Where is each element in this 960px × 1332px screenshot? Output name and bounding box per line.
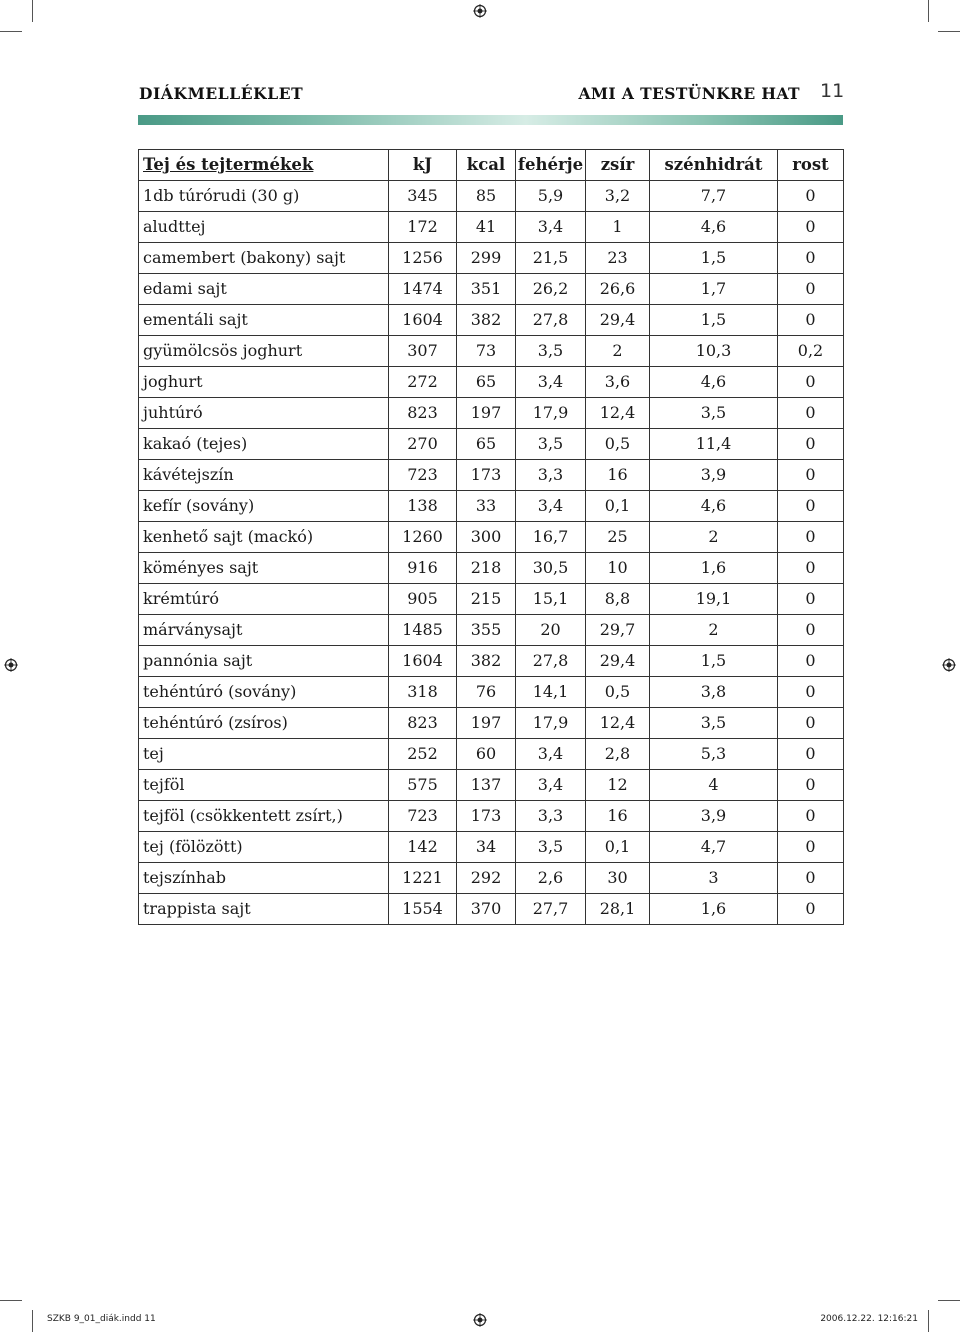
table-row: [139, 739, 844, 770]
value-cell: 4: [650, 770, 778, 801]
value-cell: 27,8: [516, 305, 586, 336]
value-cell: 823: [389, 708, 457, 739]
value-cell: 12,4: [586, 708, 650, 739]
value-cell: 0: [778, 708, 844, 739]
value-cell: 20: [516, 615, 586, 646]
value-cell: 1604: [389, 305, 457, 336]
value-cell: 916: [389, 553, 457, 584]
value-cell: 3,5: [650, 398, 778, 429]
value-cell: 3: [650, 863, 778, 894]
table-row: [139, 181, 844, 212]
food-name-cell: márványsajt: [139, 615, 389, 646]
value-cell: 3,4: [516, 367, 586, 398]
crop-mark: [32, 1310, 33, 1332]
value-cell: 0,1: [586, 491, 650, 522]
value-cell: 345: [389, 181, 457, 212]
value-cell: 0: [778, 429, 844, 460]
table-row: [139, 677, 844, 708]
food-name-cell: köményes sajt: [139, 553, 389, 584]
food-name-cell: juhtúró: [139, 398, 389, 429]
value-cell: 41: [457, 212, 516, 243]
value-cell: 723: [389, 460, 457, 491]
food-name-cell: aludttej: [139, 212, 389, 243]
value-cell: 0,5: [586, 677, 650, 708]
value-cell: 33: [457, 491, 516, 522]
value-cell: 1485: [389, 615, 457, 646]
value-cell: 85: [457, 181, 516, 212]
value-cell: 0: [778, 305, 844, 336]
value-cell: 0: [778, 460, 844, 491]
value-cell: 73: [457, 336, 516, 367]
value-cell: 0,5: [586, 429, 650, 460]
value-cell: 0: [778, 863, 844, 894]
value-cell: 30: [586, 863, 650, 894]
crop-mark: [0, 1300, 22, 1301]
value-cell: 1,6: [650, 553, 778, 584]
food-name-cell: kakaó (tejes): [139, 429, 389, 460]
value-cell: 1,5: [650, 243, 778, 274]
file-slug: SZKB 9_01_diák.indd 11: [47, 1314, 156, 1324]
value-cell: 3,5: [650, 708, 778, 739]
food-name-cell: tejszínhab: [139, 863, 389, 894]
value-cell: 318: [389, 677, 457, 708]
value-cell: 8,8: [586, 584, 650, 615]
value-cell: 1474: [389, 274, 457, 305]
food-name-cell: pannónia sajt: [139, 646, 389, 677]
value-cell: 215: [457, 584, 516, 615]
value-cell: 1,5: [650, 305, 778, 336]
value-cell: 218: [457, 553, 516, 584]
value-cell: 25: [586, 522, 650, 553]
print-timestamp: 2006.12.22. 12:16:21: [820, 1314, 918, 1324]
value-cell: 2: [650, 615, 778, 646]
food-name-cell: camembert (bakony) sajt: [139, 243, 389, 274]
value-cell: 4,6: [650, 491, 778, 522]
value-cell: 1,7: [650, 274, 778, 305]
value-cell: 3,5: [516, 832, 586, 863]
table-row: [139, 491, 844, 522]
value-cell: 0: [778, 770, 844, 801]
crop-mark: [938, 31, 960, 32]
table-row: [139, 894, 844, 925]
value-cell: 21,5: [516, 243, 586, 274]
value-cell: 12,4: [586, 398, 650, 429]
value-cell: 0: [778, 894, 844, 925]
value-cell: 65: [457, 367, 516, 398]
value-cell: 0: [778, 181, 844, 212]
value-cell: 1604: [389, 646, 457, 677]
value-cell: 0: [778, 243, 844, 274]
value-cell: 382: [457, 646, 516, 677]
food-name-cell: krémtúró: [139, 584, 389, 615]
food-name-cell: edami sajt: [139, 274, 389, 305]
value-cell: 197: [457, 398, 516, 429]
value-cell: 3,4: [516, 491, 586, 522]
registration-mark-icon: [473, 1313, 487, 1327]
table-row: [139, 429, 844, 460]
value-cell: 19,1: [650, 584, 778, 615]
value-cell: 7,7: [650, 181, 778, 212]
value-cell: 1,6: [650, 894, 778, 925]
value-cell: 4,6: [650, 212, 778, 243]
column-header: fehérje: [516, 150, 586, 181]
value-cell: 0,1: [586, 832, 650, 863]
value-cell: 575: [389, 770, 457, 801]
value-cell: 1260: [389, 522, 457, 553]
table-body: [139, 181, 844, 925]
value-cell: 270: [389, 429, 457, 460]
food-name-cell: joghurt: [139, 367, 389, 398]
value-cell: 0: [778, 367, 844, 398]
value-cell: 3,2: [586, 181, 650, 212]
table-row: [139, 460, 844, 491]
value-cell: 11,4: [650, 429, 778, 460]
value-cell: 17,9: [516, 398, 586, 429]
food-name-cell: 1db túrórudi (30 g): [139, 181, 389, 212]
section-label: DIÁKMELLÉKLET: [139, 84, 304, 103]
food-name-cell: tejföl (csökkentett zsírt,): [139, 801, 389, 832]
value-cell: 2: [650, 522, 778, 553]
table-row: [139, 398, 844, 429]
nutrition-table: [138, 149, 844, 925]
value-cell: 0: [778, 274, 844, 305]
food-name-cell: kenhető sajt (mackó): [139, 522, 389, 553]
value-cell: 3,4: [516, 770, 586, 801]
food-name-cell: kefír (sovány): [139, 491, 389, 522]
table-row: [139, 615, 844, 646]
value-cell: 27,8: [516, 646, 586, 677]
column-header: zsír: [586, 150, 650, 181]
value-cell: 26,2: [516, 274, 586, 305]
value-cell: 307: [389, 336, 457, 367]
food-name-cell: tej: [139, 739, 389, 770]
value-cell: 1554: [389, 894, 457, 925]
food-name-cell: tehéntúró (zsíros): [139, 708, 389, 739]
value-cell: 292: [457, 863, 516, 894]
table-row: [139, 305, 844, 336]
value-cell: 10: [586, 553, 650, 584]
value-cell: 29,7: [586, 615, 650, 646]
value-cell: 17,9: [516, 708, 586, 739]
table-row: [139, 553, 844, 584]
value-cell: 15,1: [516, 584, 586, 615]
value-cell: 16: [586, 460, 650, 491]
value-cell: 3,4: [516, 739, 586, 770]
value-cell: 30,5: [516, 553, 586, 584]
column-header: szénhidrát: [650, 150, 778, 181]
value-cell: 0: [778, 646, 844, 677]
value-cell: 138: [389, 491, 457, 522]
crop-mark: [928, 0, 929, 22]
value-cell: 3,5: [516, 336, 586, 367]
table-row: [139, 367, 844, 398]
value-cell: 0: [778, 491, 844, 522]
registration-mark-icon: [473, 4, 487, 18]
value-cell: 34: [457, 832, 516, 863]
registration-mark-icon: [4, 658, 18, 672]
value-cell: 0: [778, 739, 844, 770]
food-name-cell: tej (fölözött): [139, 832, 389, 863]
registration-mark-icon: [942, 658, 956, 672]
value-cell: 370: [457, 894, 516, 925]
value-cell: 0: [778, 801, 844, 832]
value-cell: 355: [457, 615, 516, 646]
value-cell: 0: [778, 584, 844, 615]
value-cell: 272: [389, 367, 457, 398]
value-cell: 0: [778, 212, 844, 243]
value-cell: 1,5: [650, 646, 778, 677]
value-cell: 0: [778, 615, 844, 646]
food-name-cell: kávétejszín: [139, 460, 389, 491]
value-cell: 723: [389, 801, 457, 832]
value-cell: 1256: [389, 243, 457, 274]
table-row: [139, 584, 844, 615]
header-rule: [138, 115, 843, 125]
value-cell: 65: [457, 429, 516, 460]
food-name-cell: tehéntúró (sovány): [139, 677, 389, 708]
column-header: rost: [778, 150, 844, 181]
value-cell: 28,1: [586, 894, 650, 925]
value-cell: 29,4: [586, 305, 650, 336]
value-cell: 0: [778, 398, 844, 429]
table-row: [139, 863, 844, 894]
value-cell: 12: [586, 770, 650, 801]
food-name-cell: gyümölcsös joghurt: [139, 336, 389, 367]
value-cell: 3,4: [516, 212, 586, 243]
value-cell: 2,6: [516, 863, 586, 894]
value-cell: 300: [457, 522, 516, 553]
value-cell: 173: [457, 801, 516, 832]
crop-mark: [0, 31, 22, 32]
value-cell: 197: [457, 708, 516, 739]
value-cell: 3,3: [516, 801, 586, 832]
value-cell: 27,7: [516, 894, 586, 925]
column-header: Tej és tejtermékek: [139, 150, 389, 181]
value-cell: 5,3: [650, 739, 778, 770]
crop-mark: [928, 1310, 929, 1332]
table-row: [139, 522, 844, 553]
value-cell: 2,8: [586, 739, 650, 770]
value-cell: 0: [778, 677, 844, 708]
column-header: kcal: [457, 150, 516, 181]
value-cell: 823: [389, 398, 457, 429]
table-row: [139, 801, 844, 832]
table-header-row: [139, 150, 844, 181]
chapter-title: AMI A TESTÜNKRE HAT: [578, 84, 800, 103]
crop-mark: [32, 0, 33, 22]
value-cell: 0: [778, 832, 844, 863]
value-cell: 299: [457, 243, 516, 274]
table-row: [139, 832, 844, 863]
value-cell: 382: [457, 305, 516, 336]
value-cell: 29,4: [586, 646, 650, 677]
value-cell: 16: [586, 801, 650, 832]
value-cell: 172: [389, 212, 457, 243]
value-cell: 0: [778, 553, 844, 584]
table-row: [139, 274, 844, 305]
value-cell: 2: [586, 336, 650, 367]
value-cell: 23: [586, 243, 650, 274]
value-cell: 60: [457, 739, 516, 770]
value-cell: 142: [389, 832, 457, 863]
value-cell: 26,6: [586, 274, 650, 305]
food-name-cell: ementáli sajt: [139, 305, 389, 336]
table-row: [139, 708, 844, 739]
value-cell: 4,6: [650, 367, 778, 398]
value-cell: 3,9: [650, 460, 778, 491]
food-name-cell: tejföl: [139, 770, 389, 801]
value-cell: 173: [457, 460, 516, 491]
value-cell: 3,8: [650, 677, 778, 708]
page-number: 11: [820, 80, 845, 102]
value-cell: 905: [389, 584, 457, 615]
value-cell: 351: [457, 274, 516, 305]
value-cell: 3,6: [586, 367, 650, 398]
value-cell: 137: [457, 770, 516, 801]
food-name-cell: trappista sajt: [139, 894, 389, 925]
table-row: [139, 336, 844, 367]
value-cell: 1221: [389, 863, 457, 894]
column-header: kJ: [389, 150, 457, 181]
crop-mark: [938, 1300, 960, 1301]
value-cell: 1: [586, 212, 650, 243]
value-cell: 14,1: [516, 677, 586, 708]
value-cell: 16,7: [516, 522, 586, 553]
value-cell: 0,2: [778, 336, 844, 367]
table-row: [139, 243, 844, 274]
value-cell: 3,3: [516, 460, 586, 491]
value-cell: 3,9: [650, 801, 778, 832]
value-cell: 76: [457, 677, 516, 708]
value-cell: 252: [389, 739, 457, 770]
value-cell: 4,7: [650, 832, 778, 863]
value-cell: 10,3: [650, 336, 778, 367]
value-cell: 0: [778, 522, 844, 553]
value-cell: 5,9: [516, 181, 586, 212]
table-row: [139, 212, 844, 243]
table-row: [139, 646, 844, 677]
value-cell: 3,5: [516, 429, 586, 460]
table-row: [139, 770, 844, 801]
